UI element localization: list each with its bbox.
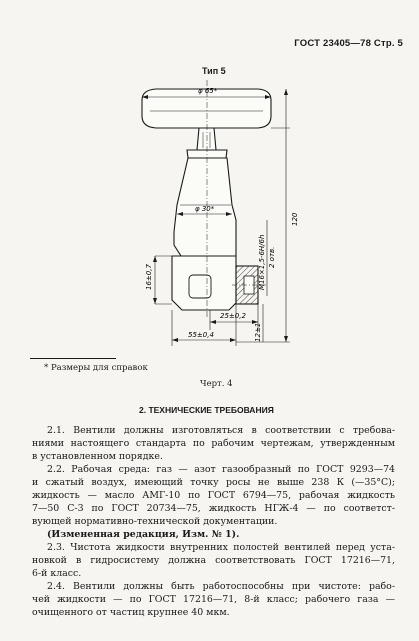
text-line: новкой в гидросистему должна соответствовать ГОСТ 17216—71,	[32, 555, 395, 566]
valve-block	[172, 256, 236, 310]
figure-caption: Черт. 4	[200, 379, 233, 389]
dim-port-width: 25±0,2	[220, 312, 246, 320]
paragraph-2-4	[32, 580, 395, 619]
text-line: ниями настоящего стандарта по рабочим чертежам, утвержденным	[32, 438, 395, 449]
text-line: 2.4. Вентили должны быть работоспособны при чистоте: рабо-	[47, 581, 395, 592]
text-line: (Измененная редакция, Изм. № 1).	[47, 529, 240, 540]
paragraph-2-2	[32, 463, 395, 528]
valve-stem	[197, 128, 216, 150]
text-line: 2.2. Рабочая среда: газ — азот газообразный по ГОСТ 9293—74	[47, 464, 395, 475]
dim-base-length: 55±0,4	[188, 331, 214, 339]
text-line: вующей нормативно-технической документации.	[32, 516, 278, 527]
paragraph-2-3	[32, 541, 395, 580]
amendment-note	[32, 528, 395, 541]
text-line: и сжатый воздух, имеющий точку росы не выше 238 К (—35°С);	[32, 477, 395, 488]
footnote: * Размеры для справок	[44, 363, 148, 373]
section-title: 2. ТЕХНИЧЕСКИЕ ТРЕБОВАНИЯ	[139, 405, 274, 415]
text-line: чей жидкости — по ГОСТ 17216—71, 8-й класс; рабочего газа —	[32, 594, 395, 605]
text-line: 2.3. Чистота жидкости внутренних полостей вентилей перед уста-	[47, 542, 395, 553]
dim-thread: М16×1,5-6Н/6h	[258, 234, 266, 290]
text-line: в установленном порядке.	[32, 451, 163, 462]
dim-side-height: 16±0,7	[145, 264, 153, 290]
dim-port-offset: 12±1	[254, 322, 262, 342]
dim-pieces: 2 отв.	[268, 246, 276, 268]
text-line: 6-й класс.	[32, 568, 82, 579]
dim-body-diameter: φ 30*	[195, 205, 215, 213]
footnote-rule	[30, 358, 116, 359]
figure-type-label: Тип 5	[202, 66, 226, 76]
text-line: очищенного от частиц крупнее 40 мкм.	[32, 607, 230, 618]
text-line: жидкость — масло АМГ-10 по ГОСТ 6794—75, рабочая жидкость	[32, 490, 395, 501]
text-line: 7—50 С-3 по ГОСТ 20734—75, жидкость НГЖ-4 — по соответст-	[32, 503, 395, 514]
dim-total-height: 120	[291, 212, 299, 226]
dim-handwheel-diameter: φ 65*	[198, 87, 218, 95]
page-header: ГОСТ 23405—78 Стр. 5	[294, 38, 403, 49]
text-line: 2.1. Вентили должны изготовляться в соответствии с требова-	[47, 425, 395, 436]
paragraph-2-1	[32, 424, 395, 463]
